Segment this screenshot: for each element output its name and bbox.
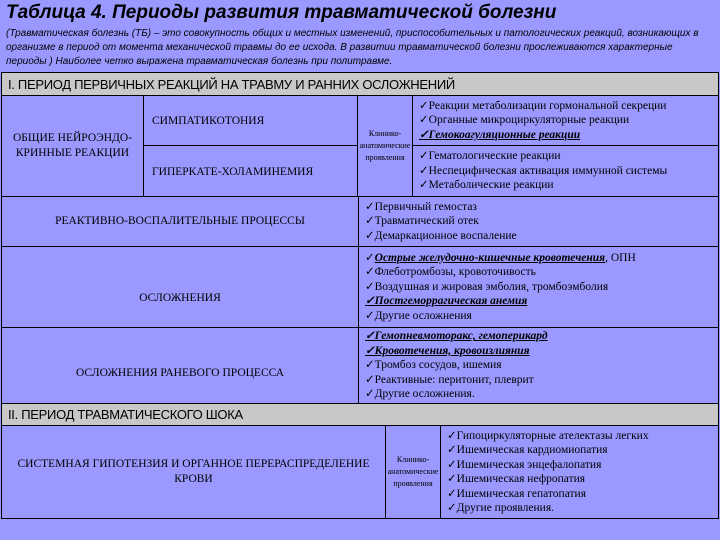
subtitle: (Травматическая болезнь (ТБ) – это совокупность общих и местных изменений, приспособительных и патологических реакций, возникающих в организме в период от момента механической травмы до ее исхода. В развитии травматической болезни прослеживаются характерные периоды ) Наиболее четко выражена травматическая болезнь при политравме. [6,28,699,67]
wound-complications: ОСЛОЖНЕНИЯ РАНЕВОГО ПРОЦЕССА [1,327,359,404]
list-item: ✓ Ишемическая кардиомиопатия [447,443,718,458]
list-item [365,251,718,266]
wound-list [358,327,719,404]
list-item: ✓ Ишемическая гепатопатия [447,487,718,502]
complications-list [358,246,719,328]
list-item: ✓ Гемопневмоторакс, гемоперикард [365,329,718,344]
list-item: ✓ Первичный гемостаз [365,200,718,215]
list-item: ✓ Ишемическая нефропатия [447,472,718,487]
list-item: ✓ Гематологические реакции [419,149,718,164]
list-item: ✓ Реакции метаболизации гормональной секреции [419,99,718,114]
list-item: ✓ Гипоциркуляторные ателектазы легких [447,429,718,444]
complications: ОСЛОЖНЕНИЯ [1,246,359,328]
list-item-suffix: , ОПН [605,251,636,264]
period-2-header: II. ПЕРИОД ТРАВМАТИЧЕСКОГО ШОКА [1,403,719,426]
list-item: ✓ Ишемическая энцефалопатия [447,458,718,473]
clinical-manifestations-2: Клинико-анатомические проявления [385,425,441,519]
list-item: ✓ Метаболические реакции [419,178,718,193]
list-item: ✓ Другие осложнения. [365,387,718,402]
list-item: ✓ Неспецифическая активация иммунной системы [419,164,718,179]
hypercat-list [412,145,719,197]
list-item: ✓ Постгеморрагическая анемия [365,294,718,309]
general-reactions: ОБЩИЕ НЕЙРОЭНДО-КРИННЫЕ РЕАКЦИИ [1,95,144,197]
list-item: ✓ Демаркационное воспаление [365,229,718,244]
shock-list [440,425,719,519]
sympathicotonia: СИМПАТИКОТОНИЯ [143,95,358,146]
list-item: ✓ Реактивные: перитонит, плеврит [365,373,718,388]
list-item: ✓ Другие осложнения [365,309,718,324]
list-item: ✓ Тромбоз сосудов, ишемия [365,358,718,373]
list-item-emphasis: Острые желудочно-кишечные кровотечения [374,251,606,264]
list-item: ✓ Травматический отек [365,214,718,229]
period-1-header: I. ПЕРИОД ПЕРВИЧНЫХ РЕАКЦИЙ НА ТРАВМУ И РАННИХ ОСЛОЖНЕНИЙ [1,72,719,96]
sympathicotonia-list [412,95,719,146]
list-item: ✓ Воздушная и жировая эмболия, тромбоэмболия [365,280,718,295]
hypercatecholaminemia: ГИПЕРКАТЕ-ХОЛАМИНЕМИЯ [143,145,358,197]
list-item: ✓ Гемокоагуляционные реакции [419,128,718,143]
list-item: ✓ Флеботромбозы, кровоточивость [365,265,718,280]
reactive-inflammatory: РЕАКТИВНО-ВОСПАЛИТЕЛЬНЫЕ ПРОЦЕССЫ [1,196,359,247]
list-item: ✓ Другие проявления. [447,501,718,516]
reactive-list [358,196,719,247]
clinical-manifestations: Клинико-анатомические проявления [357,95,413,197]
list-item: ✓ Кровотечения, кровоизлияния [365,344,718,359]
systemic-hypotension: СИСТЕМНАЯ ГИПОТЕНЗИЯ И ОРГАННОЕ ПЕРЕРАСПРЕДЕЛЕНИЕ КРОВИ [1,425,386,519]
page-title: Таблица 4. Периоды развития травматической болезни [6,2,557,23]
list-item: ✓ Органные микроциркуляторные реакции [419,113,718,128]
